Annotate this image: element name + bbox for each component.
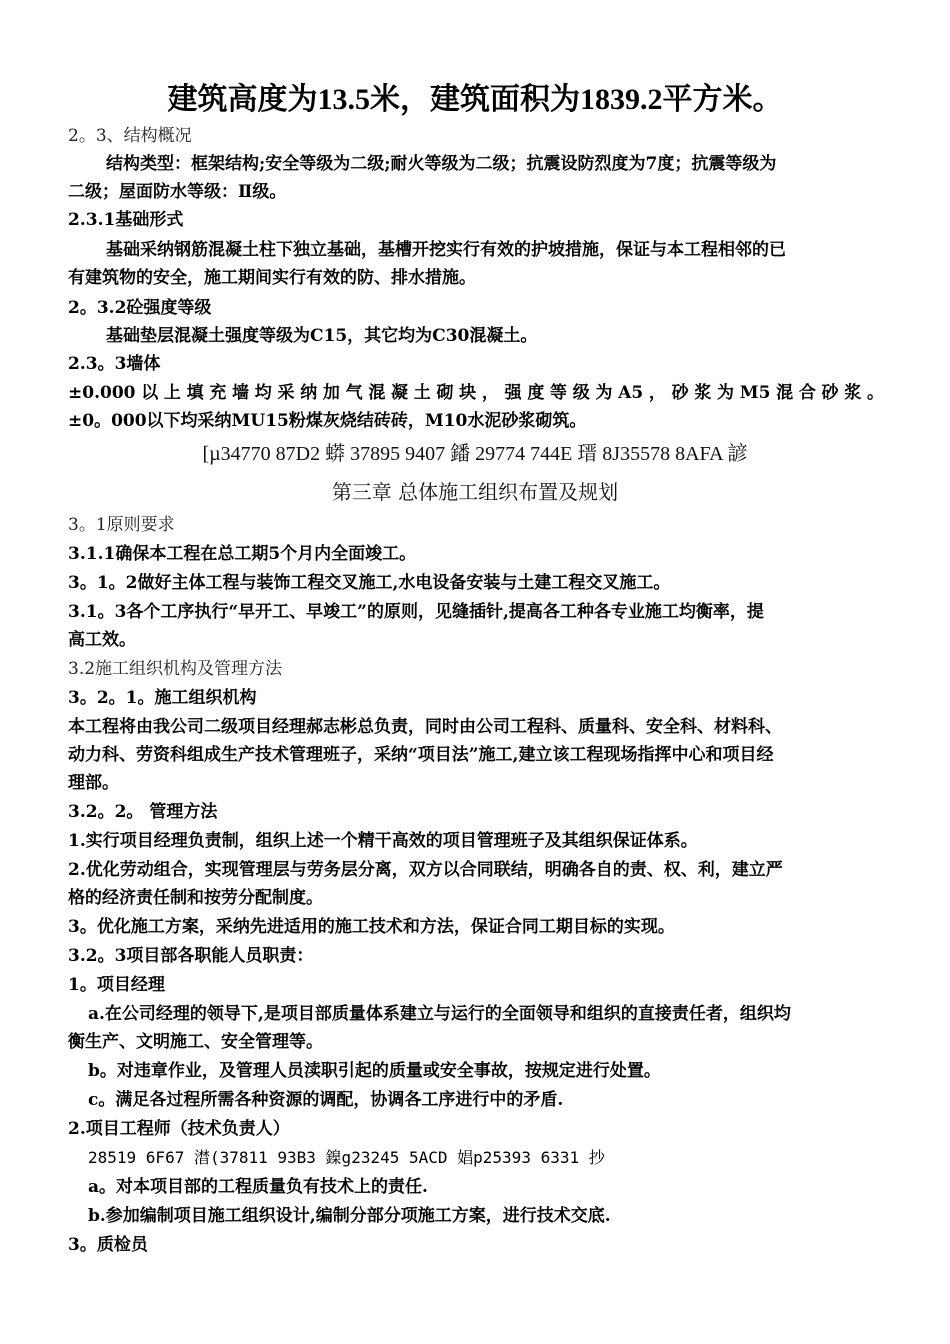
document-title: 建筑高度为13.5米，建筑面积为1839.2平方米。 [167, 83, 783, 116]
section-heading-2-3: 2。3、结构概况 [68, 126, 192, 146]
role-project-manager: 1。项目经理 [68, 975, 165, 995]
section-heading-3-2-3: 3.2。3项目部各职能人员职责： [68, 946, 314, 966]
chapter-heading: 第三章 总体施工组织布置及规划 [331, 480, 619, 504]
section-heading-3-1: 3。1原则要求 [68, 515, 175, 535]
section-heading-2-3-2: 2。3.2砼强度等级 [68, 298, 212, 318]
role-1-b: b。对违章作业，及管理人员渎职引起的质量或安全事故，按规定进行处置。 [88, 1061, 661, 1081]
role-1-a-line2: 衡生产、文明施工、安全管理等。 [68, 1032, 323, 1052]
role-project-engineer: 2.项目工程师（技术负责人） [68, 1119, 290, 1139]
role-1-c: c。满足各过程所需各种资源的调配，协调各工序进行中的矛盾. [88, 1090, 564, 1110]
mgmt-item-2-line1: 2.优化劳动组合，实现管理层与劳务层分离，双方以合同联结，明确各自的责、权、利，建立严 [68, 860, 783, 880]
section-heading-2-3-1: 2.3.1基础形式 [68, 210, 184, 230]
section-heading-3-2: 3.2施工组织机构及管理方法 [68, 659, 283, 679]
section-heading-2-3-3: 2.3。3墙体 [68, 354, 161, 374]
mgmt-item-3: 3。优化施工方案，采纳先进适用的施工技术和方法，保证合同工期目标的实现。 [68, 917, 675, 937]
foundation-text-line1: 基础采纳钢筋混凝土柱下独立基础，基槽开挖实行有效的护坡措施，保证与本工程相邻的已 [106, 240, 786, 260]
role-2-b: b.参加编制项目施工组织设计,编制分部分项施工方案，进行技术交底. [88, 1206, 611, 1226]
wall-text-line2: ±0。000以下均采纳MU15粉煤灰烧结砖砖，M10水泥砂浆砌筑。 [68, 411, 587, 431]
structure-text-line2: 二级；屋面防水等级：Ⅱ级。 [68, 182, 287, 202]
foundation-text-line2: 有建筑物的安全，施工期间实行有效的防、排水措施。 [68, 268, 476, 288]
role-1-a-line1: a.在公司经理的领导下,是项目部质量体系建立与运行的全面领导和组织的直接责任者，组织均 [88, 1004, 791, 1024]
principle-3-1-3-line2: 高工效。 [68, 630, 136, 650]
principle-3-1-1: 3.1.1确保本工程在总工期5个月内全面竣工。 [68, 544, 417, 564]
org-text-line2: 动力科、劳资科组成生产技术管理班子，采纳“项目法”施工,建立该工程现场指挥中心和项目经 [68, 745, 774, 765]
org-text-line3: 理部。 [68, 773, 119, 793]
role-2-garbled-line: 28519 6F67 澘(37811 93B3 鎳g23245 5ACD 娼p25393 6331 抄 [88, 1148, 605, 1167]
concrete-text: 基础垫层混凝土强度等级为C15，其它均为C30混凝土。 [106, 326, 538, 346]
principle-3-1-2: 3。1。2做好主体工程与装饰工程交叉施工,水电设备安装与土建工程交叉施工。 [68, 573, 671, 593]
principle-3-1-3-line1: 3.1。3各个工序执行“早开工、早竣工”的原则，见缝插针,提高各工种各专业施工均衡率，提 [68, 602, 764, 622]
garbled-text-line: [µ34770 87D2 蟒 37895 9407 鐇 29774 744E 瑨 8J35578 8AFA 諺 [202, 443, 748, 465]
wall-text-line1: ±0.000以上填充墙均采纳加气混凝土砌块，强度等级为A5，砂浆为M5混合砂浆。 [68, 383, 884, 403]
structure-text-line1: 结构类型：框架结构;安全等级为二级;耐火等级为二级；抗震设防烈度为7度；抗震等级为 [106, 154, 777, 174]
mgmt-item-2-line2: 格的经济责任制和按劳分配制度。 [68, 888, 323, 908]
role-quality-inspector: 3。质检员 [68, 1235, 148, 1255]
role-2-a: a。对本项目部的工程质量负有技术上的责任. [88, 1177, 428, 1197]
mgmt-item-1: 1.实行项目经理负责制，组织上述一个精干高效的项目管理班子及其组织保证体系。 [68, 831, 698, 851]
section-heading-3-2-1: 3。2。1。施工组织机构 [68, 688, 257, 708]
org-text-line1: 本工程将由我公司二级项目经理郝志彬总负责，同时由公司工程科、质量科、安全科、材料科、 [68, 717, 782, 737]
section-heading-3-2-2: 3.2。2。 管理方法 [68, 802, 218, 822]
